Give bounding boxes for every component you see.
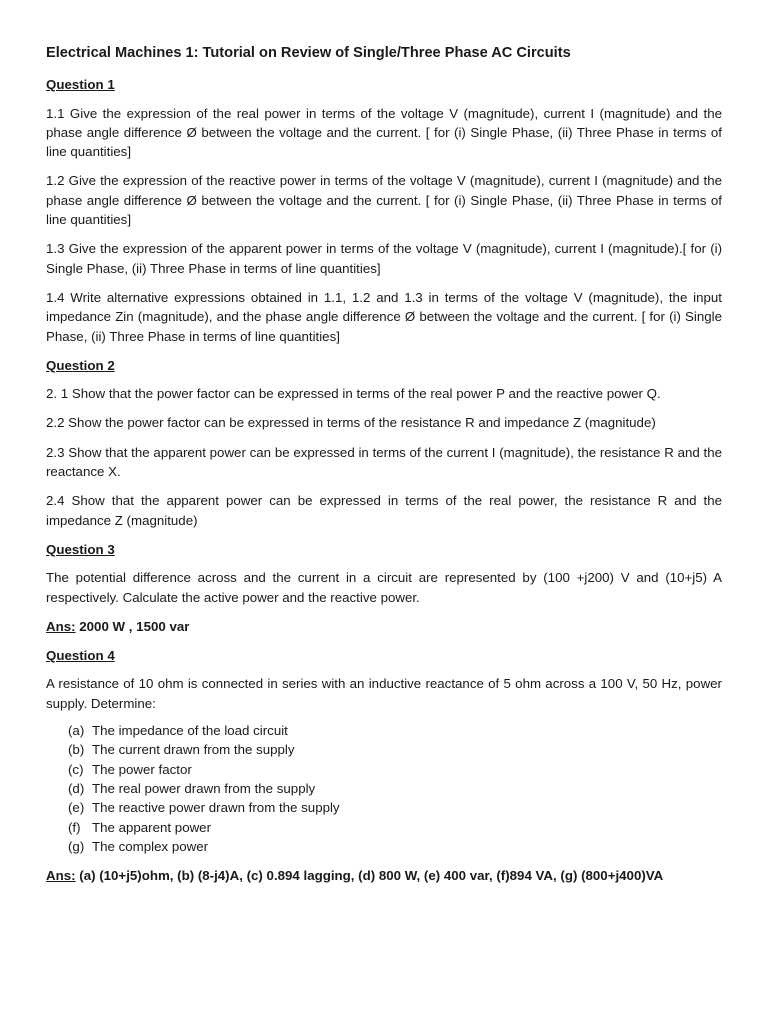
item-marker: (g) (68, 838, 85, 854)
item-text: The real power drawn from the supply (92, 780, 316, 796)
question-paragraph: 1.4 Write alternative expressions obtained in 1.1, 1.2 and 1.3 in terms of the voltage V (magnitude), the input impedance Zin (magnitude), and the phase angle difference Ø between the voltage and the current. [ for (i) Single Phase, (ii) Three Phase in terms of line quantities] (46, 289, 722, 344)
sub-question-list (68, 721, 722, 856)
item-marker: (c) (68, 761, 84, 777)
item-marker: (f) (68, 819, 81, 835)
question-heading: Question 3 (46, 541, 115, 557)
question-paragraph: 2.3 Show that the apparent power can be expressed in terms of the current I (magnitude), the resistance R and the reactance X. (46, 444, 722, 480)
answer-line (46, 617, 722, 636)
answer-text: 2000 W , 1500 var (79, 618, 190, 634)
question-paragraph: 1.1 Give the expression of the real power in terms of the voltage V (magnitude), current I (magnitude) and the phase angle difference Ø between the voltage and the current. [ for (i) Single Phase, (ii) Three Phase in terms of line quantities] (46, 105, 722, 160)
item-marker: (b) (68, 742, 85, 758)
item-text: The power factor (92, 761, 192, 777)
sub-question-item (68, 740, 722, 759)
sub-question-item (68, 779, 722, 798)
answer-label: Ans: (46, 868, 76, 884)
item-text: The current drawn from the supply (92, 742, 295, 758)
item-marker: (a) (68, 723, 85, 739)
question-paragraph: 1.3 Give the expression of the apparent power in terms of the voltage V (magnitude), current I (magnitude).[ for (i) Single Phase, (ii) Three Phase in terms of line quantities] (46, 241, 722, 276)
answer-text: (a) (10+j5)ohm, (b) (8-j4)A, (c) 0.894 lagging, (d) 800 W, (e) 400 var, (f)894 VA, (g) (800+j400)VA (79, 868, 664, 884)
question-paragraph: 2.2 Show the power factor can be expressed in terms of the resistance R and impedance Z (magnitude) (46, 415, 656, 431)
sub-question-item (68, 798, 722, 817)
question-heading: Question 4 (46, 648, 115, 664)
question-paragraph: 2.4 Show that the apparent power can be expressed in terms of the real power, the resistance R and the impedance Z (magnitude) (46, 493, 722, 528)
sub-question-item (68, 760, 722, 779)
item-text: The apparent power (92, 819, 212, 835)
answer-line (46, 866, 722, 885)
answer-label: Ans: (46, 618, 76, 634)
question-paragraph: A resistance of 10 ohm is connected in series with an inductive reactance of 5 ohm across a 100 V, 50 Hz, power supply. Determine: (46, 676, 722, 711)
question-paragraph: 1.2 Give the expression of the reactive power in terms of the voltage V (magnitude), current I (magnitude) and the phase angle difference Ø between the voltage and the current. [ for (i) Single Phase, (ii) Three Phase in terms of line quantities] (46, 173, 722, 228)
item-text: The reactive power drawn from the supply (92, 800, 340, 816)
question-3 (46, 540, 722, 636)
sub-question-item (68, 721, 722, 740)
document-content (46, 44, 722, 895)
item-marker: (d) (68, 780, 85, 796)
document-title: Electrical Machines 1: Tutorial on Review of Single/Three Phase AC Circuits (46, 45, 571, 61)
question-1 (46, 75, 722, 346)
question-2 (46, 356, 722, 530)
question-4 (46, 646, 722, 885)
item-marker: (e) (68, 800, 85, 816)
item-text: The complex power (92, 838, 209, 854)
sub-question-item (68, 818, 722, 837)
question-heading: Question 1 (46, 77, 115, 93)
question-paragraph: The potential difference across and the current in a circuit are represented by (100 +j200) V and (10+j5) A respectively. Calculate the active power and the reactive power. (46, 570, 722, 605)
question-paragraph: 2. 1 Show that the power factor can be expressed in terms of the real power P and the reactive power Q. (46, 386, 661, 402)
question-heading: Question 2 (46, 357, 115, 373)
item-text: The impedance of the load circuit (92, 723, 288, 739)
sub-question-item (68, 837, 722, 856)
